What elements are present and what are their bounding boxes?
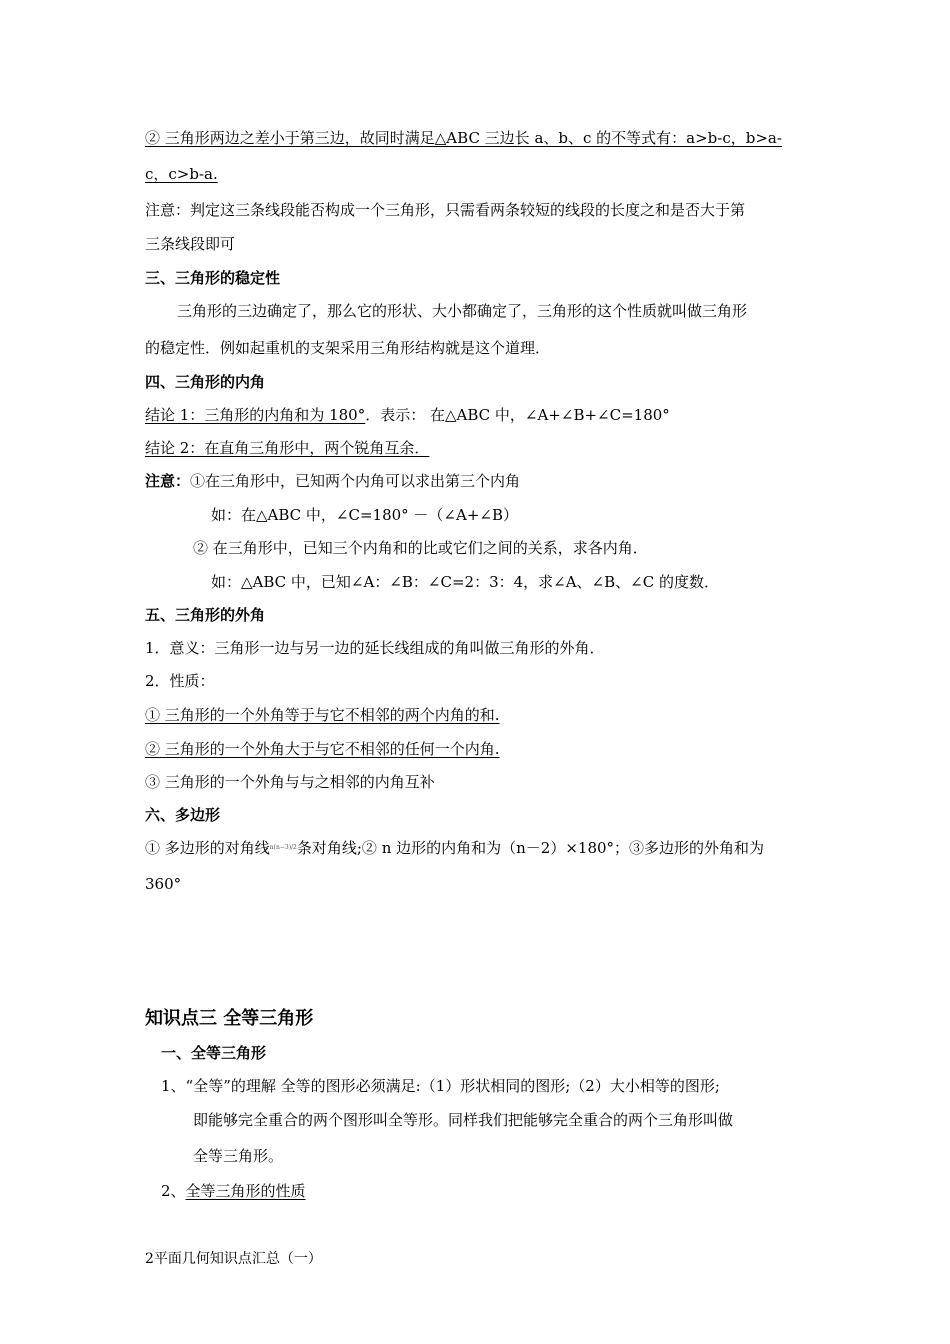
polygon-line (145, 837, 764, 859)
text-line: 1．意义：三角形一边与另一边的延长线组成的角叫做三角形的外角． (145, 639, 605, 657)
conclusion-2: 结论 2：在直角三角形中，两个锐角互余． (145, 439, 430, 457)
text-line: 即能够完全重合的两个图形叫全等形。同样我们把能够完全重合的两个三角形叫做 (193, 1111, 734, 1129)
text-line: 注意：判定这三条线段能否构成一个三角形，只需看两条较短的线段的长度之和是否大于第 (145, 201, 746, 219)
topic-heading: 知识点三 全等三角形 (145, 1008, 314, 1029)
conclusion-1 (145, 404, 670, 426)
property-3: ③ 三角形的一个外角与与之相邻的内角互补 (145, 773, 435, 791)
example-line: 如：在△ABC 中，∠C=180° －（∠A+∠B） (211, 506, 518, 524)
note-line (145, 470, 520, 492)
text-line: 1、“全等”的理解 全等的图形必须满足:（1）形状相同的图形;（2）大小相等的图形; (161, 1077, 720, 1095)
text-line: 三角形的三边确定了，那么它的形状、大小都确定了，三角形的这个性质就叫做三角形 (177, 302, 748, 320)
section-heading: 一、全等三角形 (161, 1044, 267, 1062)
subsection-line (161, 1180, 306, 1202)
text-line: 2．性质： (145, 672, 215, 690)
text-line: 360° (145, 875, 182, 893)
text-line: 全等三角形。 (193, 1147, 284, 1165)
note-label: 注意： (145, 472, 191, 490)
text-line: ② 三角形两边之差小于第三边，故同时满足△ABC 三边长 a、b、c 的不等式有：a>b-c，b>a- (145, 129, 782, 147)
property-2: ② 三角形的一个外角大于与它不相邻的任何一个内角. (145, 740, 500, 758)
section-heading: 六、多边形 (145, 806, 221, 824)
section-heading: 五、三角形的外角 (145, 606, 266, 624)
conclusion-1-expression: ．表示： 在△ABC 中，∠A+∠B+∠C=180° (365, 406, 670, 424)
conclusion-1-statement: 结论 1：三角形的内角和为 180° (145, 406, 366, 424)
section-heading: 三、三角形的稳定性 (145, 269, 281, 287)
property-1: ① 三角形的一个外角等于与它不相邻的两个内角的和. (145, 706, 500, 724)
text-line: 三条线段即可 (145, 235, 236, 253)
page-footer: 2平面几何知识点汇总（一） (145, 1251, 322, 1267)
fraction-formula: n(n−3)/2 (269, 844, 297, 851)
text-line: 的稳定性．例如起重机的支架采用三角形结构就是这个道理． (145, 339, 551, 357)
section-heading: 四、三角形的内角 (145, 373, 266, 391)
note-text: ①在三角形中，已知两个内角可以求出第三个内角 (190, 472, 521, 490)
text-line: c，c>b-a. (145, 165, 218, 183)
example-line: 如：△ABC 中，已知∠A：∠B：∠C=2：3：4，求∠A、∠B、∠C 的度数． (211, 573, 719, 591)
polygon-text: ① 多边形的对角线 (145, 839, 270, 857)
subsection-title: 全等三角形的性质 (185, 1182, 306, 1200)
note-line: ② 在三角形中，已知三个内角和的比或它们之间的关系，求各内角． (193, 539, 648, 557)
polygon-text: 条对角线;② n 边形的内角和为（n－2）×180°；③多边形的外角和为 (296, 839, 765, 857)
subsection-number: 2、 (161, 1182, 186, 1200)
